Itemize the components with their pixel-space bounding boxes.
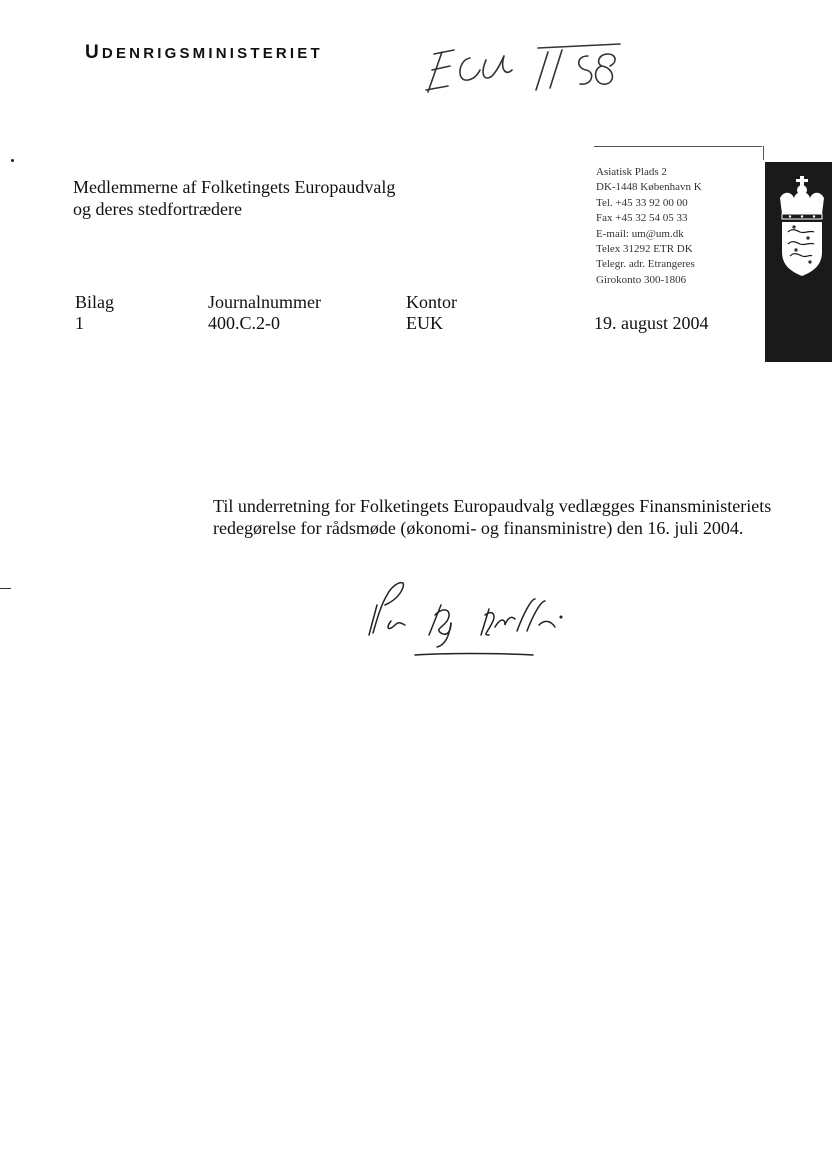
address-email: E-mail: um@um.dk [596,227,684,240]
recipient-line-2: og deres stedfortrædere [73,199,242,219]
address-divider [594,146,762,147]
royal-crest-icon [774,172,830,282]
bilag-label: Bilag [75,292,114,312]
ministry-initial: U [85,42,102,63]
handwritten-signature [355,575,585,670]
address-city: DK-1448 København K [596,181,702,194]
ministry-letterhead [85,42,323,64]
address-fax: Fax +45 32 54 05 33 [596,212,688,225]
ministry-name: DENRIGSMINISTERIET [101,45,323,62]
address-telex: Telex 31292 ETR DK [596,243,693,256]
body-line-2: redegørelse for rådsmøde (økonomi- og finansministre) den 16. juli 2004. [213,518,744,538]
bilag-value: 1 [75,313,84,333]
margin-dot [11,159,14,162]
kontor-label: Kontor [406,292,457,312]
ministry-address-block [596,165,702,288]
address-giro: Girokonto 300-1806 [596,273,687,286]
handwritten-reference-note [420,30,630,100]
journal-label: Journalnummer [208,292,321,312]
body-line-1: Til underretning for Folketingets Europaudvalg vedlægges Finansministeriets [213,496,772,516]
recipient-line-1: Medlemmerne af Folketingets Europaudvalg [73,177,396,197]
address-street: Asiatisk Plads 2 [596,166,667,178]
letter-body [213,495,773,539]
letter-date: 19. august 2004 [594,313,709,333]
address-phone: Tel. +45 33 92 00 00 [596,196,688,209]
margin-mark [0,588,11,589]
kontor-value: EUK [406,313,443,333]
journal-value: 400.C.2-0 [208,313,280,333]
address-telegram: Telegr. adr. Etrangeres [596,258,695,271]
address-divider-vertical [763,146,764,160]
recipient-block [73,176,395,220]
